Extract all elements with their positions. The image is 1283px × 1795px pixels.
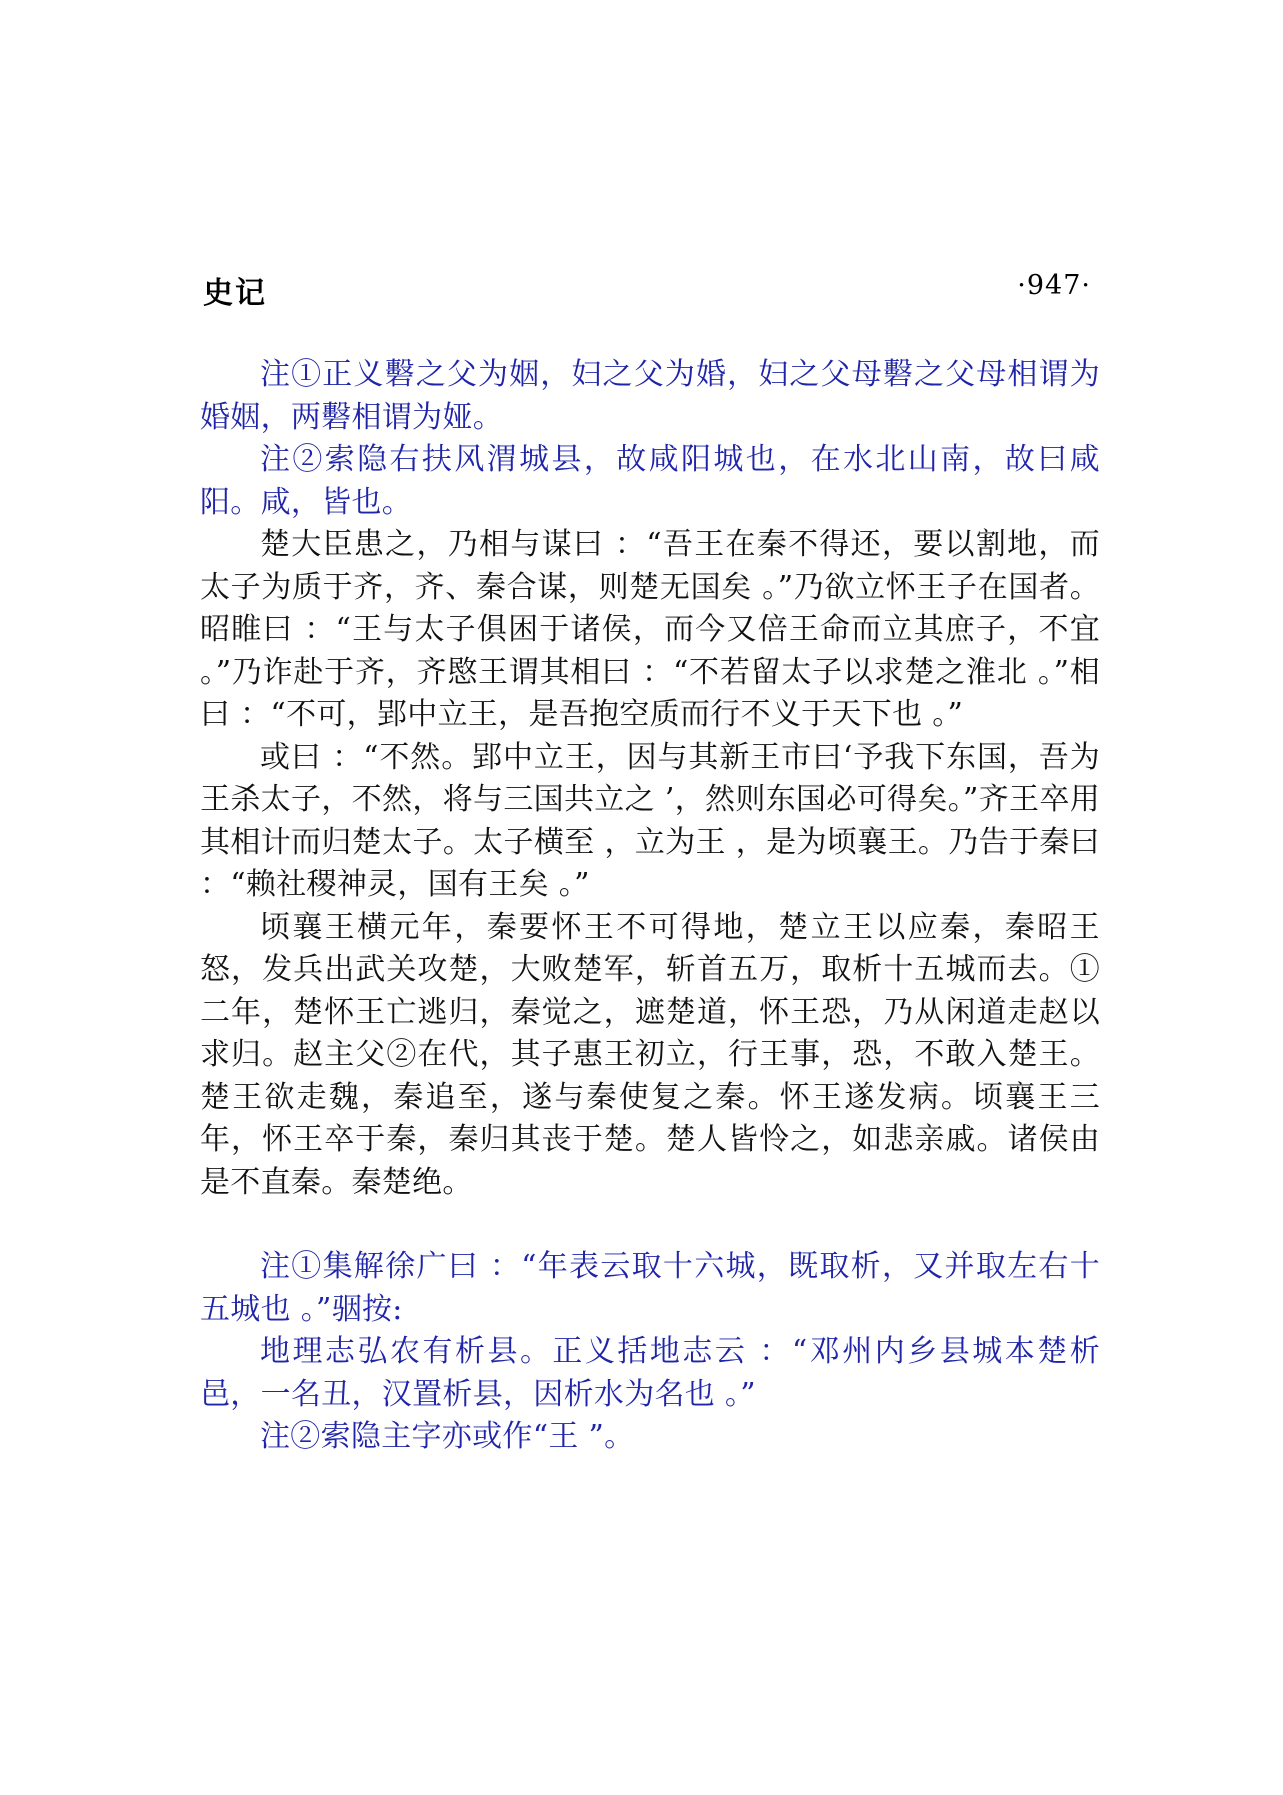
running-title: 史记 xyxy=(203,276,267,311)
note-paragraph: 注①集解徐广曰 ：“年表云取十六城，既取析，又并取左右十五城也 。”骃按: xyxy=(200,1249,1100,1327)
note-paragraph: 注②索隐主字亦或作“王 ”。 xyxy=(260,1419,635,1454)
main-text xyxy=(200,524,1100,1204)
section-spacer xyxy=(200,1204,1100,1246)
body-paragraph: 楚大臣患之，乃相与谋曰 ：“吾王在秦不得还，要以割地，而太子为质于齐，齐、秦合谋，则楚无国矣 。”乃欲立怀王子在国者。昭睢曰 ：“王与太子俱困于诸侯，而今又倍王命而立其庶子，不宜 。”乃诈赴于齐，齐愍王谓其相曰 ：“不若留太子以求楚之淮北 。”相曰 ：“不可，郢中立王，是吾抱空质而行不义于天下也 。” xyxy=(200,527,1100,732)
note-paragraph: 地理志弘农有析县。正义括地志云 ：“邓州内乡县城本楚析邑，一名丑，汉置析县，因析水为名也 。” xyxy=(200,1334,1100,1412)
note-paragraph: 注①正义礊之父为姻，妇之父为婚，妇之父母礊之父母相谓为婚姻，两礊相谓为娅。 xyxy=(200,357,1100,435)
top-notes xyxy=(200,354,1100,524)
page-number: ·947· xyxy=(1017,270,1091,301)
bottom-notes xyxy=(200,1246,1100,1459)
body-paragraph: 顷襄王横元年，秦要怀王不可得地，楚立王以应秦，秦昭王怒，发兵出武关攻楚，大败楚军，斩首五万，取析十五城而去。①二年，楚怀王亡逃归，秦觉之，遮楚道，怀王恐，乃从闲道走赵以求归。赵主父②在代，其子惠王初立，行王事，恐，不敢入楚王。楚王欲走魏，秦追至，遂与秦使复之秦。怀王遂发病。顷襄王三年，怀王卒于秦，秦归其丧于楚。楚人皆怜之，如悲亲戚。诸侯由是不直秦。秦楚绝。 xyxy=(200,909,1100,1200)
body-paragraph: 或曰 ：“不然。郢中立王，因与其新王市曰‘予我下东国，吾为王杀太子，不然，将与三国共立之 ’，然则东国必可得矣。”齐王卒用其相计而归楚太子。太子横至 ，立为王 ，是为顷襄王。乃告于秦曰 ：“赖社稷神灵，国有王矣 。” xyxy=(200,739,1100,902)
note-paragraph: 注②索隐右扶风渭城县，故咸阳城也，在水北山南，故曰咸阳。咸，皆也。 xyxy=(200,442,1100,520)
page-content xyxy=(200,354,1100,1459)
page-header xyxy=(203,268,1091,311)
